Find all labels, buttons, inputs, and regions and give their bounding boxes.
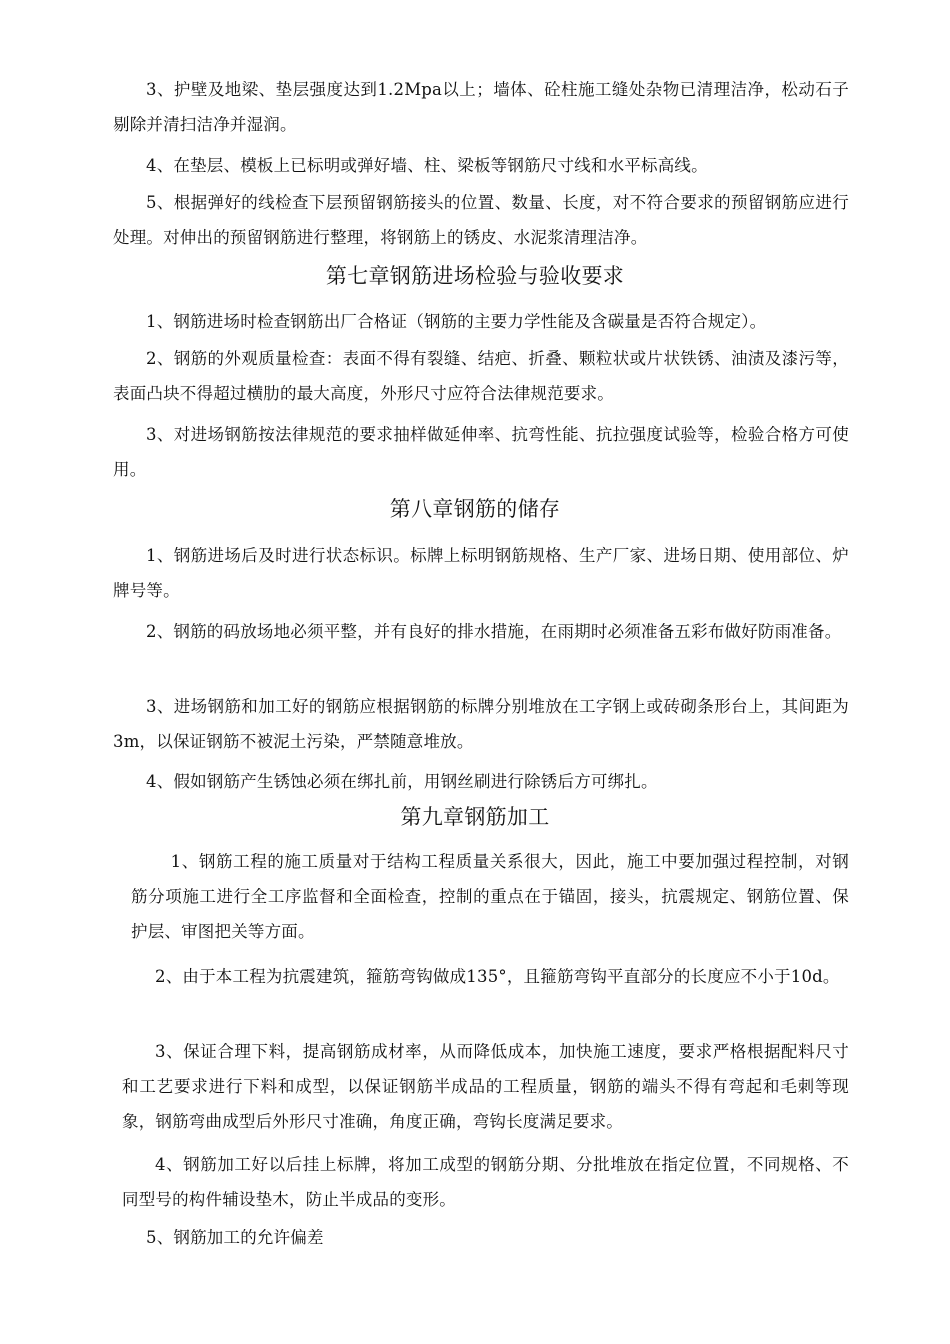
chapter-8-title: 第八章钢筋的储存	[389, 497, 561, 521]
paragraph-ch9-1: 1、钢筋工程的施工质量对于结构工程质量关系很大，因此，施工中要加强过程控制，对钢筋分项施工进行全工序监督和全面检查，控制的重点在于锚固，接头，抗震规定、钢筋位置、保护层、审图把关等方面。	[131, 852, 849, 941]
chapter-9-title: 第九章钢筋加工	[400, 805, 550, 829]
paragraph-ch9-2: 2、由于本工程为抗震建筑，箍筋弯钩做成135°，且箍筋弯钩平直部分的长度应不小于10d。	[155, 967, 840, 986]
paragraph-ch9-3: 3、保证合理下料，提高钢筋成材率，从而降低成本，加快施工速度，要求严格根据配料尺寸和工艺要求进行下料和成型，以保证钢筋半成品的工程质量，钢筋的端头不得有弯起和毛刺等现象，钢筋弯曲成型后外形尺寸准确，角度正确，弯钩长度满足要求。	[122, 1042, 849, 1131]
paragraph-ch8-2: 2、钢筋的码放场地必须平整，并有良好的排水措施，在雨期时必须准备五彩布做好防雨准备。	[146, 622, 842, 641]
paragraph-ch7-3: 3、对进场钢筋按法律规范的要求抽样做延伸率、抗弯性能、抗拉强度试验等，检验合格方可使用。	[113, 425, 849, 479]
paragraph-ch6-3: 3、护壁及地梁、垫层强度达到1.2Mpa以上；墙体、砼柱施工缝处杂物已清理洁净，松动石子剔除并清扫洁净并湿润。	[113, 80, 849, 134]
paragraph-ch7-2: 2、钢筋的外观质量检查：表面不得有裂缝、结疤、折叠、颗粒状或片状铁锈、油渍及漆污等，表面凸块不得超过横肋的最大高度，外形尺寸应符合法律规范要求。	[113, 349, 849, 403]
paragraph-ch9-5: 5、钢筋加工的允许偏差	[146, 1228, 324, 1247]
paragraph-ch8-4: 4、假如钢筋产生锈蚀必须在绑扎前，用钢丝刷进行除锈后方可绑扎。	[146, 772, 658, 791]
paragraph-ch8-1: 1、钢筋进场后及时进行状态标识。标牌上标明钢筋规格、生产厂家、进场日期、使用部位、炉牌号等。	[113, 546, 849, 600]
paragraph-ch9-4: 4、钢筋加工好以后挂上标牌，将加工成型的钢筋分期、分批堆放在指定位置，不同规格、不同型号的构件辅设垫木，防止半成品的变形。	[122, 1155, 849, 1209]
paragraph-ch6-5: 5、根据弹好的线检查下层预留钢筋接头的位置、数量、长度，对不符合要求的预留钢筋应进行处理。对伸出的预留钢筋进行整理，将钢筋上的锈皮、水泥浆清理洁净。	[113, 193, 849, 247]
paragraph-ch6-4: 4、在垫层、模板上已标明或弹好墙、柱、梁板等钢筋尺寸线和水平标高线。	[146, 156, 708, 175]
chapter-7-title: 第七章钢筋进场检验与验收要求	[325, 264, 625, 288]
paragraph-ch7-1: 1、钢筋进场时检查钢筋出厂合格证（钢筋的主要力学性能及含碳量是否符合规定）。	[146, 312, 767, 331]
paragraph-ch8-3: 3、进场钢筋和加工好的钢筋应根据钢筋的标牌分别堆放在工字钢上或砖砌条形台上，其间距为3m，以保证钢筋不被泥土污染，严禁随意堆放。	[113, 697, 849, 751]
